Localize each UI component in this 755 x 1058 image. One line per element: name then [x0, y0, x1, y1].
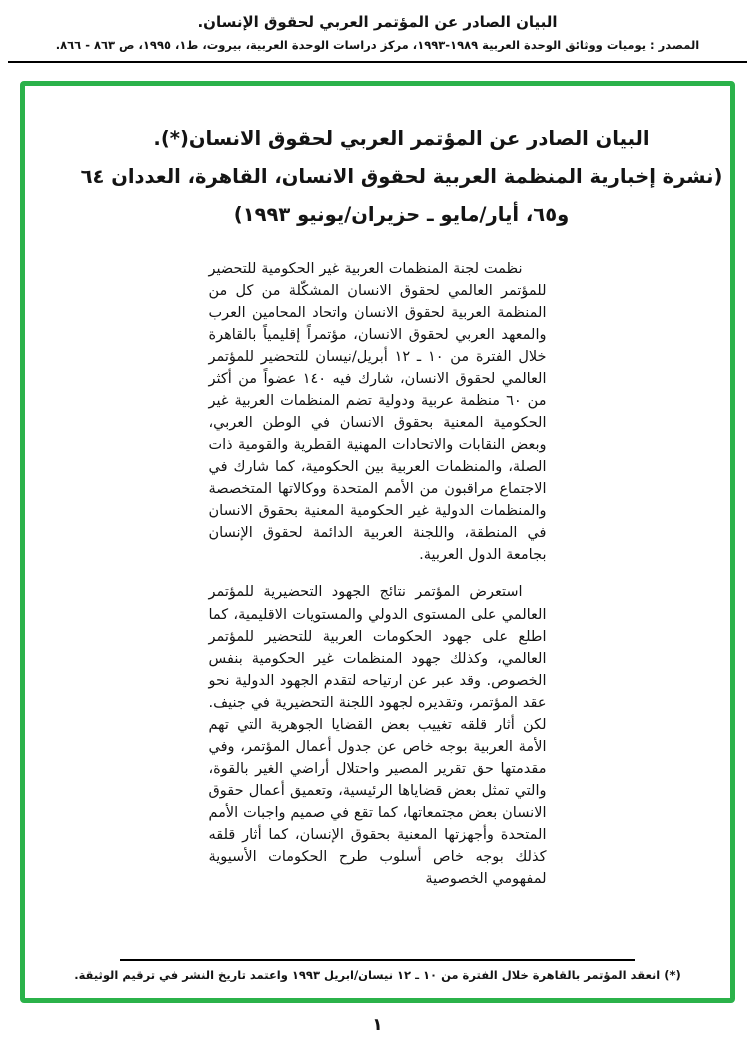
header-source: المصدر : يوميات ووثائق الوحدة العربية ١٩٨٩-١٩٩٣، مركز دراسات الوحدة العربية، بيروت، ط١، ١٩٩٥، ص ٨٦٣ - ٨٦٦.	[55, 38, 700, 52]
header-title: البيان الصادر عن المؤتمر العربي لحقوق الإنسان.	[197, 13, 558, 31]
document-subtitle-line2: و٦٥، أيار/مايو ـ حزيران/يونيو ١٩٩٣)	[233, 203, 570, 227]
body-paragraph: نظمت لجنة المنظمات العربية غير الحكومية للتحضير للمؤتمر العالمي لحقوق الانسان المشكّلة من كل من المنظمة العربية لحقوق الانسان واتحاد المحامين العرب والمعهد العربي لحقوق الانسان، مؤتمراً إقليمياً بالقاهرة خلال الفترة من ١٠ ـ ١٢ أبريل/نيسان للتحضير للمؤتمر العالمي لحقوق الانسان، شارك فيه ١٤٠ عضواً من أكثر من ٦٠ منظمة عربية ودولية تضم المنظمات العربية غير الحكومية المعنية بحقوق الانسان في الوطن العربي، وبعض النقابات والاتحادات المهنية القطرية والقومية ذات الصلة، والمنظمات العربية بين الحكومية، كما شارك في الاجتماع مراقبون من الأمم المتحدة ووكالاتها المتخصصة والمنظمات الدولية غير الحكومية المعنية بحقوق الانسان في المنطقة، واللجنة العربية الدائمة لحقوق الإنسان بجامعة الدول العربية.	[208, 261, 547, 564]
footnote-block	[25, 959, 730, 998]
document-subtitle-line1: (نشرة إخبارية المنظمة العربية لحقوق الانسان، القاهرة، العددان ٦٤	[80, 165, 723, 189]
document-body	[209, 258, 547, 905]
document-title: البيان الصادر عن المؤتمر العربي لحقوق الانسان(*).	[153, 127, 650, 150]
body-paragraph: استعرض المؤتمر نتائج الجهود التحضيرية للمؤتمر العالمي على المستوى الدولي والمستويات الاقليمية، كما اطلع على جهود الحكومات العربية للتحضير للمؤتمر العالمي، وكذلك جهود المنظمات غير الحكومية بنفس الخصوص. وقد عبر عن ارتياحه لتقدم الجهود الدولية نحو عقد المؤتمر، وتقديره لجهود اللجنة التحضيرية في جنيف. لكن أثار قلقه تغييب بعض القضايا الجوهرية التي تهم الأمة العربية بوجه خاص عن جدول أعمال المؤتمر، وفي مقدمتها حق تقرير المصير واحتلال أراضي الغير بالقوة، والتي تمثل بعض قضاياها الرئيسية، وتعميق أعمال حقوق الانسان بعض مجتمعاتها، كما تقع في صميم واجبات الأمم المتحدة وأجهزتها المعنية بحقوق الإنسان، كما أثار قلقه كذلك بوجه خاص أسلوب طرح الحكومات الأسيوية لمفهومي الخصوصية	[208, 584, 547, 887]
document-frame	[20, 81, 735, 1003]
footnote-divider	[120, 959, 635, 961]
footnote-text: (*) انعقد المؤتمر بالقاهرة خلال الفترة من ١٠ ـ ١٢ نيسان/ابريل ١٩٩٣ واعتمد تاريخ النشر في ترقيم الوثيقة.	[74, 968, 681, 982]
page-header	[0, 0, 755, 63]
header-divider	[8, 61, 747, 63]
page-number: ١	[372, 1015, 383, 1035]
document-heading	[25, 120, 730, 234]
